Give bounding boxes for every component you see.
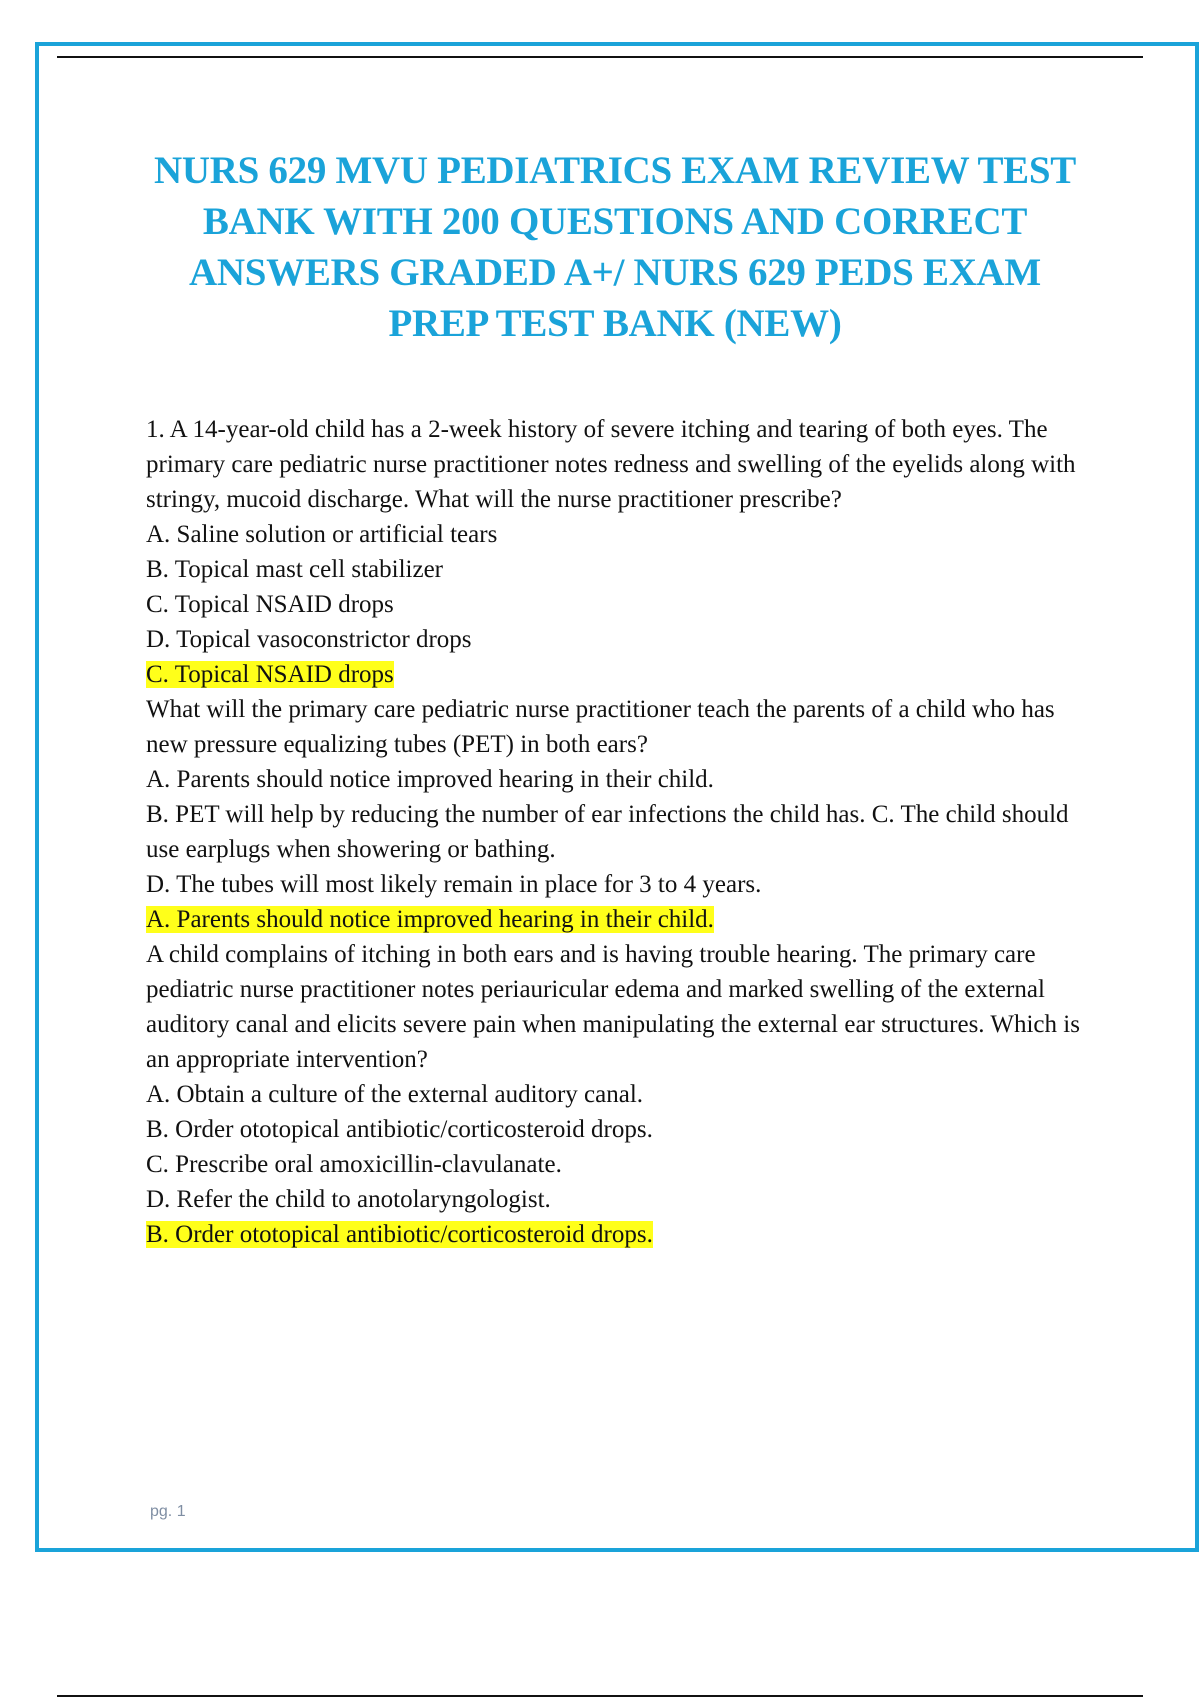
question-list	[146, 412, 1086, 1252]
answer-option: A. Parents should notice improved hearing in their child.	[146, 766, 714, 793]
bottom-rule	[57, 1695, 1143, 1697]
answer-option: B. Order ototopical antibiotic/corticosteroid drops.	[146, 1116, 653, 1143]
document-title: NURS 629 MVU PEDIATRICS EXAM REVIEW TEST BANK WITH 200 QUESTIONS AND CORRECT ANSWERS GRADED A+/ NURS 629 PEDS EXAM PREP TEST BANK (NEW)	[154, 149, 1076, 345]
answer-option: A. Saline solution or artificial tears	[146, 521, 498, 548]
page-border-right	[1195, 42, 1199, 1552]
question-stem: What will the primary care pediatric nurse practitioner teach the parents of a child who has new pressure equalizing tubes (PET) in both ears?	[146, 696, 1055, 758]
question-block-2	[146, 692, 1086, 937]
answer-option: A. Obtain a culture of the external auditory canal.	[146, 1081, 644, 1108]
answer-option: D. Topical vasoconstrictor drops	[146, 626, 472, 653]
answer-option: C. Prescribe oral amoxicillin-clavulanate.	[146, 1151, 562, 1178]
correct-answer-highlight: B. Order ototopical antibiotic/corticosteroid drops.	[146, 1221, 653, 1248]
correct-answer	[146, 902, 1086, 937]
answer-option: D. The tubes will most likely remain in place for 3 to 4 years.	[146, 871, 762, 898]
answer-option: B. Topical mast cell stabilizer	[146, 556, 444, 583]
correct-answer-highlight: C. Topical NSAID drops	[146, 661, 394, 688]
answer-option: C. Topical NSAID drops	[146, 591, 394, 618]
question-block-3	[146, 937, 1086, 1252]
correct-answer-highlight: A. Parents should notice improved hearing in their child.	[146, 906, 714, 933]
correct-answer	[146, 657, 1086, 692]
question-block-1	[146, 412, 1086, 692]
question-stem: A child complains of itching in both ears and is having trouble hearing. The primary care pediatric nurse practitioner notes periauricular edema and marked swelling of the external auditory canal and elicits severe pain when manipulating the external ear structures. Which is an appropriate intervention?	[146, 941, 1080, 1073]
answer-option: D. Refer the child to anotolaryngologist.	[146, 1186, 551, 1213]
page-number: pg. 1	[150, 1503, 186, 1520]
answer-option: B. PET will help by reducing the number of ear infections the child has. C. The child should use earplugs when showering or bathing.	[146, 801, 1069, 863]
question-stem: 1. A 14-year-old child has a 2-week history of severe itching and tearing of both eyes. The primary care pediatric nurse practitioner notes redness and swelling of the eyelids along with stringy, mucoid discharge. What will the nurse practitioner prescribe?	[146, 416, 1076, 513]
top-rule	[57, 56, 1143, 58]
correct-answer	[146, 1217, 1086, 1252]
